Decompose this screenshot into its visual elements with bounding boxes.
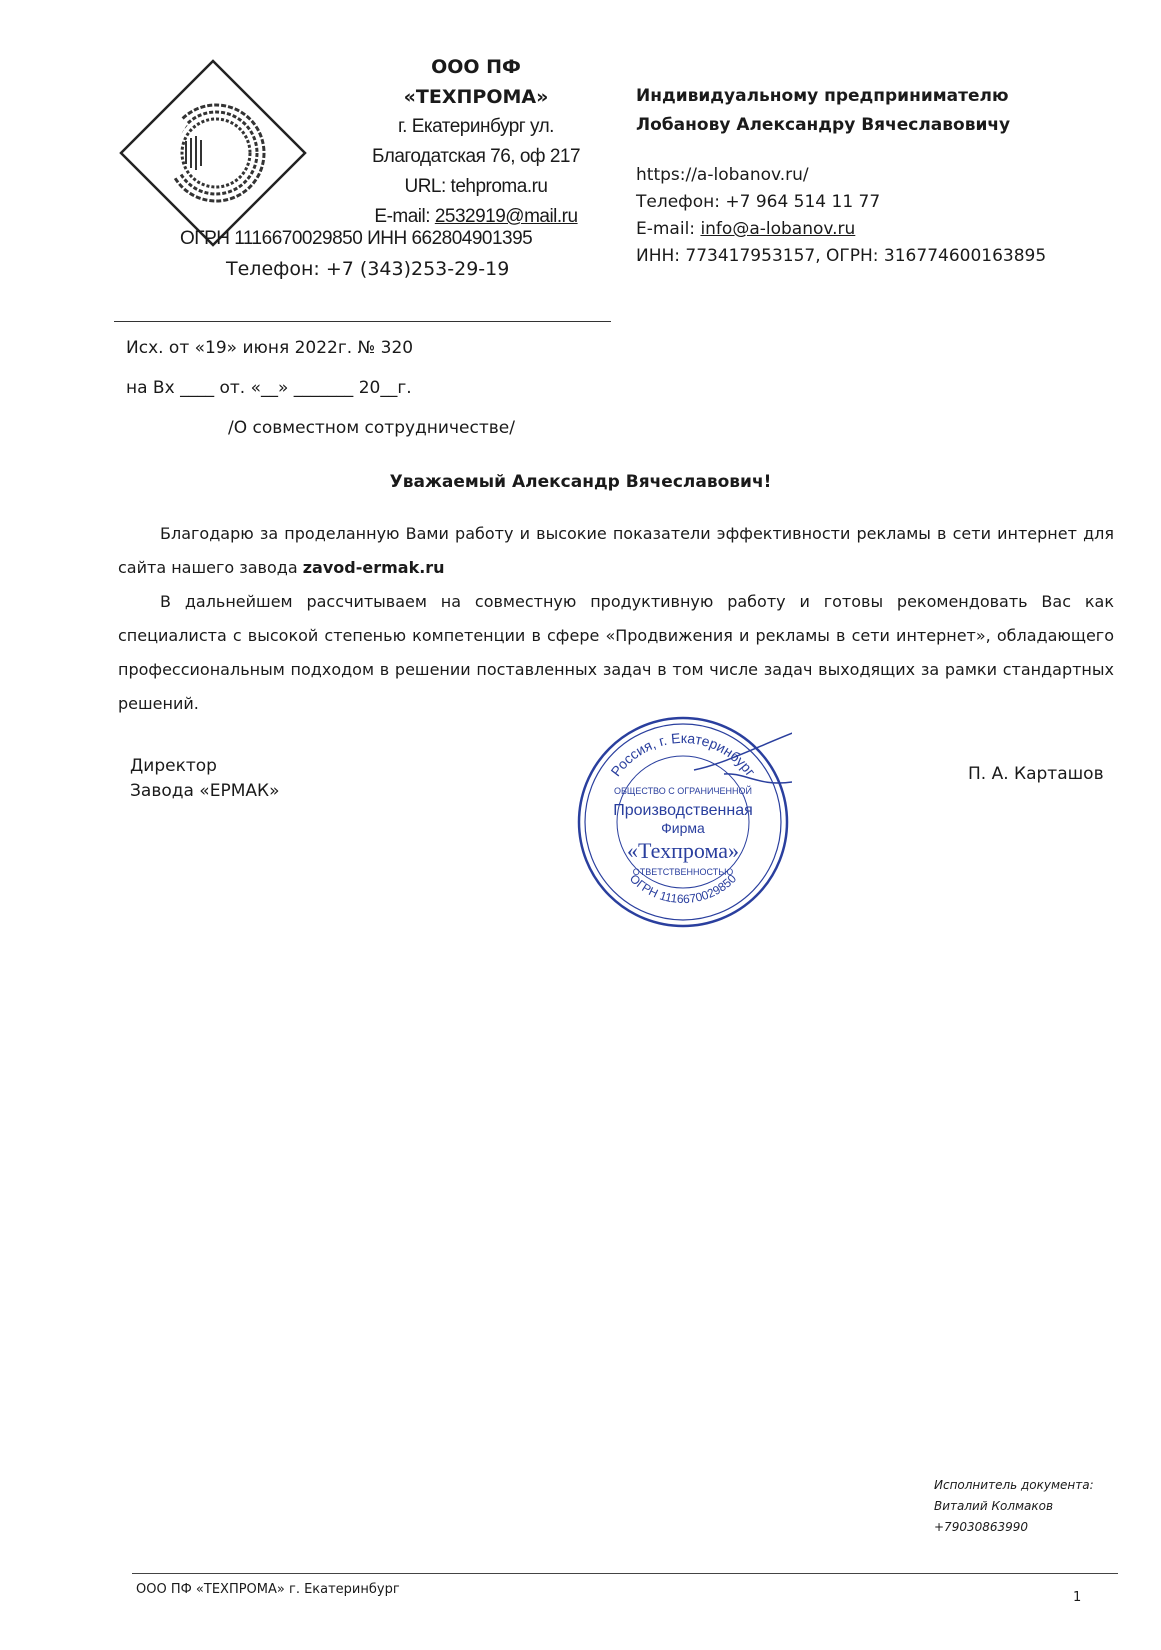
- executor-phone: +79030863990: [934, 1520, 1029, 1534]
- sender-email-label: E-mail:: [374, 206, 435, 227]
- header-divider: [114, 321, 611, 322]
- factory-site: zavod-ermak.ru: [302, 558, 445, 577]
- sender-url: URL: tehproma.ru: [404, 176, 548, 197]
- executor-label: Исполнитель документа:: [934, 1478, 1094, 1492]
- letter-body: [118, 517, 1114, 721]
- signer-name: П. А. Карташов: [968, 764, 1104, 784]
- sender-ogrn-inn: ОГРН 1116670029850 ИНН 662804901395: [180, 228, 533, 249]
- letter-subject: /О совместном сотрудничестве/: [228, 418, 515, 438]
- sender-email-link[interactable]: 2532919@mail.ru: [434, 206, 578, 227]
- company-stamp: [574, 712, 792, 932]
- recipient-email-link[interactable]: info@a-lobanov.ru: [700, 219, 856, 239]
- executor-name: Виталий Колмаков: [934, 1499, 1054, 1513]
- page-number: 1: [1073, 1590, 1082, 1605]
- outgoing-reference: Исх. от «19» июня 2022г. № 320: [126, 338, 414, 358]
- sender-name-line1: ООО ПФ: [431, 56, 521, 78]
- paragraph-1-text: Благодарю за проделанную Вами работу и высокие показатели эффективности рекламы в сети интернет для сайта нашего завода: [118, 524, 1114, 577]
- sender-phone: Телефон: +7 (343)253-29-19: [226, 258, 510, 280]
- signer-role-line1: Директор: [130, 756, 217, 776]
- letter-greeting: Уважаемый Александр Вячеславович!: [389, 472, 772, 492]
- recipient-block: [636, 82, 1116, 270]
- footer-divider: [132, 1573, 1118, 1574]
- sender-name-line2: «ТЕХПРОМА»: [403, 86, 549, 108]
- recipient-phone: Телефон: +7 964 514 11 77: [636, 192, 881, 212]
- recipient-email-label: E-mail:: [636, 219, 701, 239]
- executor-block: [934, 1475, 1094, 1538]
- recipient-title-line2: Лобанову Александру Вячеславовичу: [636, 115, 1011, 135]
- letter-paragraph-1: [118, 517, 1114, 585]
- incoming-reference: на Вх ____ от. «__» _______ 20__г.: [126, 378, 412, 398]
- stamp-line-2: Производственная: [613, 802, 753, 819]
- recipient-email-line: [636, 216, 1116, 243]
- stamp-line-4: «Техпрома»: [627, 838, 739, 863]
- letter-paragraph-2: В дальнейшем рассчитываем на совместную продуктивную работу и готовы рекомендовать Вас как специалиста с высокой степенью компетенции в сфере «Продвижения и рекламы в сети интернет», обладающего профессиональным подходом в решении поставленных задач в том числе задач выходящих за рамки стандартных решений.: [118, 592, 1114, 713]
- stamp-outer-bottom: ОГРН 1116670029850: [626, 871, 740, 907]
- signer-role-line2: Завода «ЕРМАК»: [130, 781, 280, 801]
- recipient-inn-ogrn: ИНН: 773417953157, ОГРН: 316774600163895: [636, 246, 1047, 266]
- recipient-title-line1: Индивидуальному предпринимателю: [636, 86, 1009, 106]
- recipient-website[interactable]: https://a-lobanov.ru/: [636, 165, 809, 185]
- company-logo: [118, 58, 308, 248]
- sender-header: [356, 52, 596, 232]
- sender-address-line2: Благодатская 76, оф 217: [371, 146, 581, 167]
- footer-company: ООО ПФ «ТЕХПРОМА» г. Екатеринбург: [136, 1582, 400, 1597]
- svg-text:Россия, г. Екатеринбург: [607, 730, 758, 779]
- stamp-line-5: ОТВЕТСТВЕННОСТЬЮ: [632, 867, 734, 877]
- signer-role: [130, 754, 279, 804]
- stamp-line-1: ОБЩЕСТВО С ОГРАНИЧЕННОЙ: [614, 786, 752, 796]
- stamp-line-3: Фирма: [661, 820, 705, 836]
- sender-address-line1: г. Екатеринбург ул.: [398, 116, 554, 137]
- stamp-outer-top: Россия, г. Екатеринбург: [607, 729, 759, 780]
